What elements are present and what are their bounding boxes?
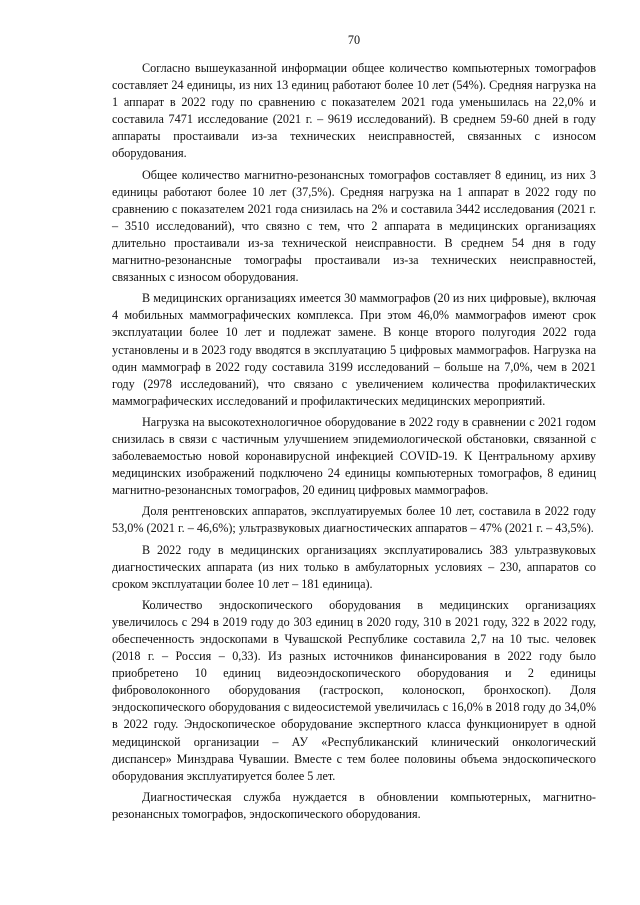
paragraph-ultrasound: В 2022 году в медицинских организациях эксплуатировались 383 ультразвуковых диагностических аппарата (из них только в амбулаторных условиях – 230, аппаратов со сроком эксплуатации более 10 лет – 181 единица). bbox=[112, 542, 596, 591]
paragraph-mri-scanners: Общее количество магнитно-резонансных томографов составляет 8 единиц, из них 3 единицы работают более 10 лет (37,5%). Средняя нагрузка на 1 аппарат в 2022 году по сравнению с показателем 2021 года снизилась на 2% и составила 3442 исследования (2021 г. – 3510 исследований), что связно с тем, что 2 аппарата в медицинских организациях длительно простаивали из-за технической неисправности. В среднем 54 дня в году магнитно-резонансные томографы простаивали из-за технических неисправностей, связанных с износом оборудования. bbox=[112, 167, 596, 285]
page-number: 70 bbox=[347, 33, 361, 47]
paragraph-xray-share: Доля рентгеновских аппаратов, эксплуатируемых более 10 лет, составила в 2022 году 53,0% (2021 г. – 46,6%); ультразвуковых диагностических аппаратов – 47% (2021 г. – 43,5%). bbox=[112, 504, 596, 536]
paragraph-endoscopy: Количество эндоскопического оборудования в медицинских организациях увеличилось с 294 в 2019 году до 303 единиц в 2020 году, 310 в 2021 году, 322 в 2022 году, обеспеченность эндоскопами в Чувашской Республике составила 2,7 на 10 тыс. человек (2018 г. – Россия – 0,33). Из разных источников финансирования в 2022 году было приобретено 10 единиц видеоэндоскопического оборудования и 2 единицы фиброволоконного оборудования (гастроскоп, колоноскоп, бронхоскоп). Доля эндоскопического оборудования с видеосистемой увеличилась с 16,0% в 2018 году до 34,0% в 2022 году. Эндоскопическое оборудование экспертного класса функционирует в одной медицинской организации – АУ «Республиканский клинический онкологический диспансер» Минздрава Чувашии. Вместе с тем более половины объема эндоскопического оборудования эксплуатируется более 5 лет. bbox=[112, 597, 596, 783]
paragraph-ct-scanners: Согласно вышеуказанной информации общее количество компьютерных томографов составляет 24 единицы, из них 13 единиц работают более 10 лет (54%). Средняя нагрузка на 1 аппарат в 2022 году по сравнению с показателем 2021 года уменьшилась на 22,0% и составила 7471 исследование (2021 г. – 9619 исследований). В среднем 59-60 дней в году аппараты простаивали из-за технических неисправностей, связанных с износом оборудования. bbox=[112, 61, 596, 161]
paragraph-high-tech-load: Нагрузка на высокотехнологичное оборудование в 2022 году в сравнении с 2021 годом снизилась в связи с частичным улучшением эпидемиологической обстановки, связанной с заболеваемостью новой коронавирусной инфекцией COVID-19. К Центральному архиву медицинских изображений подключено 24 единицы компьютерных томографов, 8 единиц магнитно-резонансных томографов, 20 единиц цифровых маммографов. bbox=[112, 414, 596, 498]
document-page bbox=[112, 32, 596, 827]
paragraph-diagnostic-needs: Диагностическая служба нуждается в обновлении компьютерных, магнитно-резонансных томографов, эндоскопического оборудования. bbox=[112, 789, 596, 821]
paragraph-mammographs: В медицинских организациях имеется 30 маммографов (20 из них цифровые), включая 4 мобильных маммографических комплекса. При этом 46,0% маммографов имеют срок эксплуатации более 10 лет и подлежат замене. В конце второго полугодия 2022 года установлены и в 2023 году вводятся в эксплуатацию 5 цифровых маммографов. Нагрузка на один маммограф в 2022 году составила 3199 исследований – больше на 7,0%, чем в 2021 году (2978 исследований), что связано с увеличением количества профилактических маммографических исследований и профилактических медицинских мероприятий. bbox=[112, 291, 596, 408]
